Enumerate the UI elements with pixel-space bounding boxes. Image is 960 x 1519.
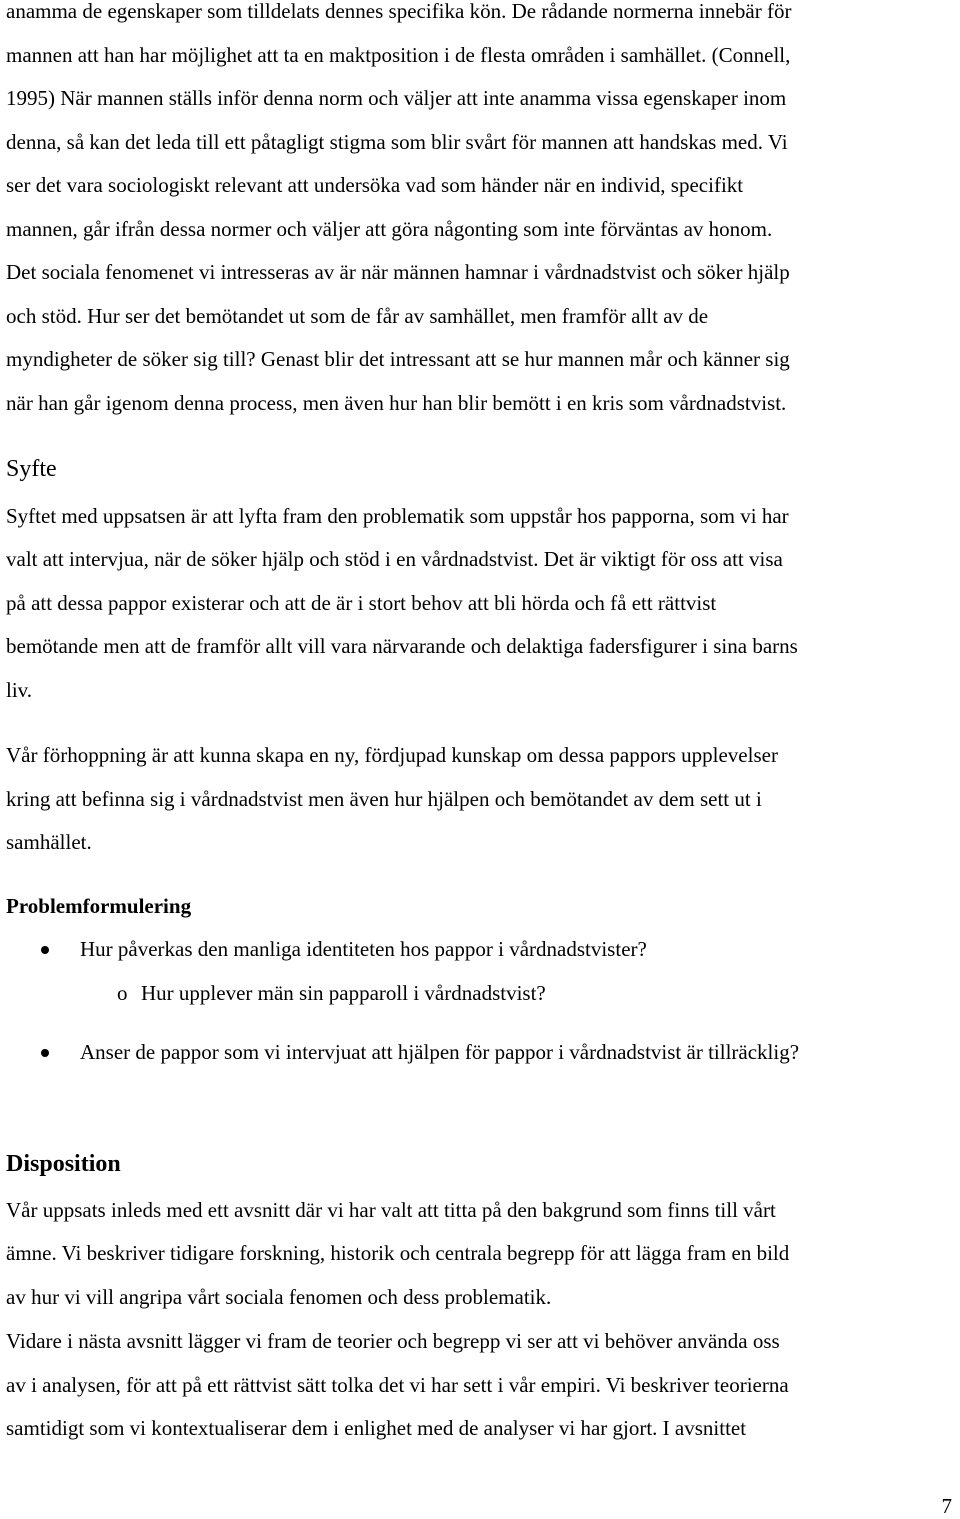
intro-line: ser det vara sociologiskt relevant att undersöka vad som händer när en individ, specifikt	[6, 173, 744, 197]
syfte-line: kring att befinna sig i vårdnadstvist men även hur hjälpen och bemötandet av dem sett ut i	[6, 787, 762, 811]
disposition-line: samtidigt som vi kontextualiserar dem i enlighet med de analyser vi har gjort. I avsnittet	[6, 1416, 747, 1440]
syfte-line: liv.	[6, 678, 33, 702]
syfte-line: valt att intervjua, när de söker hjälp och stöd i en vårdnadstvist. Det är viktigt för oss att visa	[6, 547, 783, 571]
syfte-line: Vår förhoppning är att kunna skapa en ny, fördjupad kunskap om dessa pappors upplevelser	[6, 743, 778, 767]
disposition-line: av hur vi vill angripa vårt sociala fenomen och dess problematik.	[6, 1285, 552, 1309]
intro-line: anamma de egenskaper som tilldelats dennes specifika kön. De rådande normerna innebär för	[6, 0, 792, 23]
intro-line: och stöd. Hur ser det bemötandet ut som de får av samhället, men framför allt av de	[6, 304, 709, 328]
sub-list-item: Hur upplever män sin papparoll i vårdnadstvist?	[141, 981, 546, 1005]
page-number: 7	[941, 1494, 952, 1518]
disposition-line: Vidare i nästa avsnitt lägger vi fram de teorier och begrepp vi ser att vi behöver använda oss	[6, 1329, 780, 1353]
disposition-line: Vår uppsats inleds med ett avsnitt där vi har valt att titta på den bakgrund som finns till vårt	[6, 1198, 776, 1222]
intro-line: myndigheter de söker sig till? Genast blir det intressant att se hur mannen mår och känner sig	[6, 347, 790, 371]
list-item: Anser de pappor som vi intervjuat att hjälpen för pappor i vårdnadstvist är tillräcklig?	[80, 1040, 800, 1064]
circle-bullet-icon: o	[117, 981, 128, 1005]
syfte-line: bemötande men att de framför allt vill vara närvarande och delaktiga fadersfigurer i sina barns	[6, 634, 798, 658]
syfte-line: på att dessa pappor existerar och att de är i stort behov att bli hörda och få ett rättvist	[6, 591, 717, 615]
syfte-line: samhället.	[6, 830, 92, 854]
section-heading-disposition: Disposition	[6, 1151, 121, 1177]
section-heading-syfte: Syfte	[6, 456, 57, 482]
section-heading-problemformulering: Problemformulering	[6, 894, 192, 918]
list-item: Hur påverkas den manliga identiteten hos pappor i vårdnadstvister?	[80, 937, 647, 961]
bullet-icon	[41, 946, 49, 954]
disposition-line: ämne. Vi beskriver tidigare forskning, historik och centrala begrepp för att lägga fram en bild	[6, 1241, 790, 1265]
intro-line: 1995) När mannen ställs inför denna norm och väljer att inte anamma vissa egenskaper inom	[6, 86, 787, 110]
intro-line: denna, så kan det leda till ett påtagligt stigma som blir svårt för mannen att handskas med. Vi	[6, 130, 788, 154]
syfte-line: Syftet med uppsatsen är att lyfta fram den problematik som uppstår hos papporna, som vi har	[6, 504, 789, 528]
intro-line: mannen, går ifrån dessa normer och väljer att göra någonting som inte förväntas av honom.	[6, 217, 773, 241]
intro-line: Det sociala fenomenet vi intresseras av är när männen hamnar i vårdnadstvist och söker hjälp	[6, 260, 790, 284]
intro-line: när han går igenom denna process, men även hur han blir bemött i en kris som vårdnadstvist.	[6, 391, 787, 415]
disposition-line: av i analysen, för att på ett rättvist sätt tolka det vi har sett i vår empiri. Vi beskriver teorierna	[6, 1373, 789, 1397]
intro-line: mannen att han har möjlighet att ta en maktposition i de flesta områden i samhället. (Connell,	[6, 43, 791, 67]
bullet-icon	[41, 1049, 49, 1057]
